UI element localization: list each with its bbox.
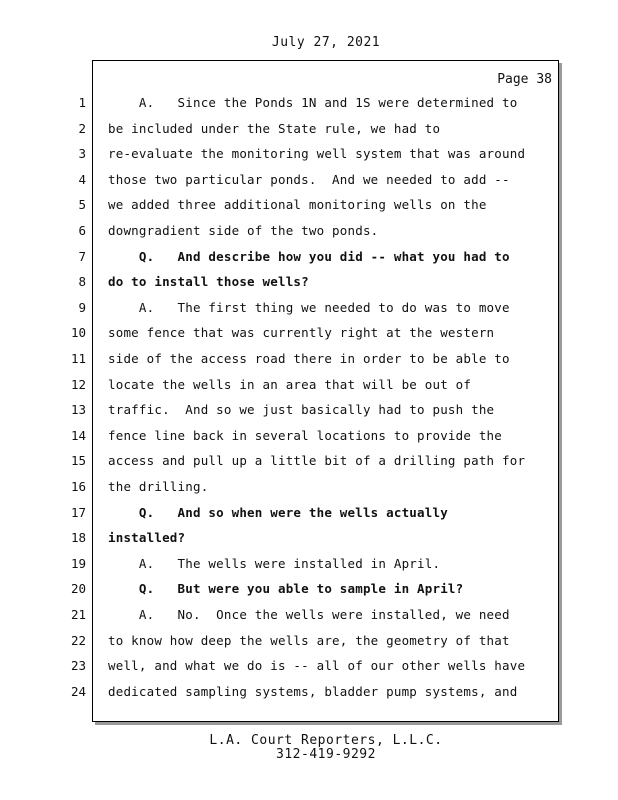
transcript-line: Q. And so when were the wells actually	[108, 504, 448, 520]
transcript-line: side of the access road there in order to be able to	[108, 351, 510, 366]
transcript-line: dedicated sampling systems, bladder pump systems, and	[108, 683, 518, 699]
line-number: 11	[70, 351, 86, 366]
transcript-date: July 27, 2021	[271, 35, 381, 50]
transcript-line: those two particular ponds. And we needed to add --	[108, 171, 510, 187]
transcript-line: A. Since the Ponds 1N and 1S were determined to	[108, 95, 518, 110]
transcript-line: installed?	[108, 530, 186, 546]
line-number: 13	[70, 402, 86, 418]
transcript-line: be included under the State rule, we had to	[108, 120, 441, 136]
line-number: 10	[70, 325, 86, 341]
transcript-line: we added three additional monitoring wells on the	[108, 197, 487, 213]
transcript-line: to know how deep the wells are, the geometry of that	[108, 632, 510, 648]
line-number: 4	[78, 171, 86, 187]
transcript-line: A. No. Once the wells were installed, we need	[108, 607, 510, 622]
line-number: 8	[78, 274, 86, 290]
line-number: 23	[70, 658, 86, 674]
transcript-line: Q. And describe how you did -- what you had to	[108, 248, 510, 264]
line-number: 19	[70, 555, 86, 571]
line-number: 9	[78, 299, 86, 315]
line-number: 7	[78, 248, 86, 264]
line-number: 21	[70, 607, 86, 622]
transcript-line: some fence that was currently right at the western	[108, 325, 495, 341]
line-number: 24	[70, 683, 86, 699]
footer	[0, 734, 618, 762]
reporter-company: L.A. Court Reporters, L.L.C.	[209, 733, 443, 748]
line-number: 5	[78, 197, 86, 213]
transcript-line: the drilling.	[108, 479, 209, 494]
transcript-line: downgradient side of the two ponds.	[108, 223, 379, 238]
transcript-line: do to install those wells?	[108, 274, 309, 290]
transcript-line: re-evaluate the monitoring well system that was around	[108, 146, 526, 162]
line-number: 22	[70, 632, 86, 648]
page-number: Page 38	[497, 72, 552, 87]
line-number: 1	[78, 95, 86, 110]
line-number: 14	[70, 427, 86, 443]
line-number: 15	[70, 453, 86, 469]
transcript-line: traffic. And so we just basically had to push the	[108, 402, 495, 418]
line-number: 17	[70, 504, 86, 520]
line-number: 6	[78, 223, 86, 238]
transcript-line: A. The wells were installed in April.	[108, 555, 441, 571]
transcript-line: fence line back in several locations to provide the	[108, 427, 503, 443]
reporter-phone: 312-419-9292	[276, 747, 376, 762]
transcript-line: access and pull up a little bit of a drilling path for	[108, 453, 526, 469]
line-number: 20	[70, 581, 86, 597]
line-number: 3	[78, 146, 86, 162]
line-number: 18	[70, 530, 86, 546]
line-number: 12	[70, 376, 86, 392]
transcript-line: well, and what we do is -- all of our other wells have	[108, 658, 526, 674]
transcript-line: Q. But were you able to sample in April?	[108, 581, 464, 597]
transcript-line: locate the wells in an area that will be out of	[108, 376, 472, 392]
line-number: 16	[70, 479, 86, 494]
transcript-line: A. The first thing we needed to do was to move	[108, 299, 510, 315]
line-number: 2	[78, 120, 86, 136]
